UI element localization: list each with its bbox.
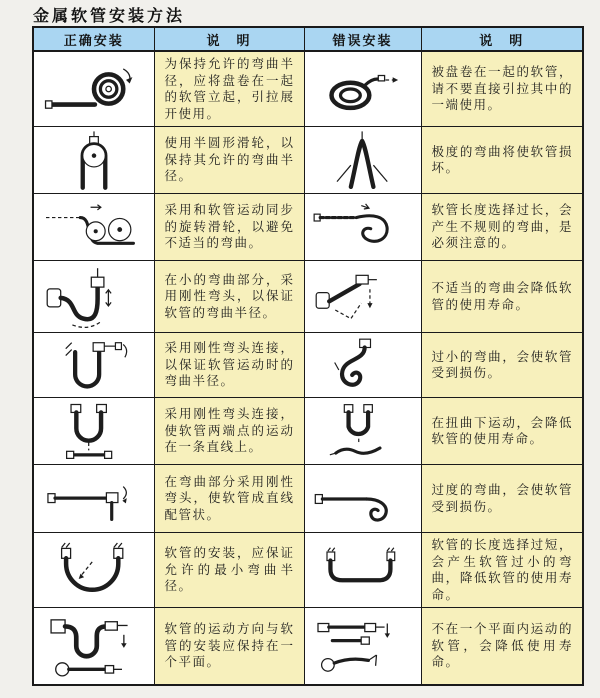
correct-description: 采用刚性弯头连接，使软管两端点的运动在一条直线上。 (154, 398, 304, 465)
correct-description: 使用半圆形滑轮，以保持其允许的弯曲半径。 (154, 127, 304, 194)
col-header-wrong-install: 错误安装 (304, 27, 421, 51)
wrong-figure-cell (304, 398, 421, 465)
correct-figure-cell (33, 533, 154, 608)
wrong-description: 被盘卷在一起的软管，请不要直接引拉其中的一端使用。 (421, 51, 583, 127)
col-header-wrong-note: 说 明 (421, 27, 583, 51)
correct-description: 为保持允许的弯曲半径，应将盘卷在一起的软管立起，引拉展开使用。 (154, 51, 304, 127)
semicircular-pulley-figure (42, 129, 146, 191)
table-row (33, 194, 583, 261)
correct-figure-cell (33, 194, 154, 261)
correct-description: 在弯曲部分采用刚性弯头，使软管成直线配管状。 (154, 465, 304, 533)
same-plane-motion-figure (38, 611, 150, 681)
correct-description: 软管的运动方向与软管的安装应保持在一个平面。 (154, 608, 304, 685)
wrong-figure-cell (304, 608, 421, 685)
correct-figure-cell (33, 465, 154, 533)
wrong-figure-cell (304, 51, 421, 127)
twisted-motion-figure (312, 400, 414, 462)
coil-end-pulled-figure (309, 57, 417, 121)
wrong-description: 在扭曲下运动，会降低软管的使用寿命。 (421, 398, 583, 465)
table-row (33, 333, 583, 398)
table-row (33, 398, 583, 465)
wrong-figure-cell (304, 465, 421, 533)
header-row (33, 27, 583, 51)
wrong-description: 不在一个平面内运动的软管，会降低使用寿命。 (421, 608, 583, 685)
rigid-elbow-small-bend-figure (40, 264, 148, 330)
minimum-bend-radius-figure (40, 538, 148, 602)
col-header-correct-note: 说 明 (154, 27, 304, 51)
wrong-description: 极度的弯曲将使软管损坏。 (421, 127, 583, 194)
correct-figure-cell (33, 261, 154, 333)
correct-figure-cell (33, 51, 154, 127)
extreme-bend-figure (311, 129, 415, 191)
correct-description: 采用和软管运动同步的旋转滑轮，以避免不适当的弯曲。 (154, 194, 304, 261)
col-header-correct-install: 正确安装 (33, 27, 154, 51)
table-row (33, 51, 583, 127)
table-row (33, 261, 583, 333)
correct-figure-cell (33, 127, 154, 194)
straight-piping-elbow-figure (39, 468, 149, 530)
wrong-description: 软管的长度选择过短，会产生软管过小的弯曲，降低软管的使用寿命。 (421, 533, 583, 608)
overbent-hose-figure (310, 468, 416, 530)
correct-description: 软管的安装，应保证允许的最小弯曲半径。 (154, 533, 304, 608)
wrong-figure-cell (304, 261, 421, 333)
correct-figure-cell (33, 608, 154, 685)
table-row (33, 465, 583, 533)
correct-description: 在小的弯曲部分，采用刚性弯头，以保证软管的弯曲半径。 (154, 261, 304, 333)
wrong-figure-cell (304, 127, 421, 194)
overlong-hose-irregular-bend-figure (309, 197, 417, 257)
improper-bend-figure (311, 265, 415, 329)
coiled-hose-stood-up-figure (38, 57, 150, 121)
correct-description: 采用刚性弯头连接，以保证软管运动时的弯曲半径。 (154, 333, 304, 398)
aligned-endpoints-u-figure (41, 400, 147, 462)
rigid-elbow-u-bend-figure (41, 335, 147, 395)
wrong-description: 过度的弯曲，会使软管受到损伤。 (421, 465, 583, 533)
wrong-description: 软管长度选择过长，会产生不规则的弯曲，是必须注意的。 (421, 194, 583, 261)
wrong-description: 不适当的弯曲会降低软管的使用寿命。 (421, 261, 583, 333)
installation-table (32, 26, 584, 686)
wrong-figure-cell (304, 194, 421, 261)
wrong-description: 过小的弯曲，会使软管受到损伤。 (421, 333, 583, 398)
wrong-figure-cell (304, 333, 421, 398)
out-of-plane-motion-figure (309, 611, 417, 681)
table-row (33, 608, 583, 685)
wrong-figure-cell (304, 533, 421, 608)
rotating-pulley-figure (38, 197, 150, 257)
too-short-hose-figure (310, 540, 416, 600)
too-small-bend-figure (313, 335, 413, 395)
table-row (33, 533, 583, 608)
table-row (33, 127, 583, 194)
correct-figure-cell (33, 333, 154, 398)
page-title: 金属软管安装方法 (33, 6, 186, 25)
correct-figure-cell (33, 398, 154, 465)
